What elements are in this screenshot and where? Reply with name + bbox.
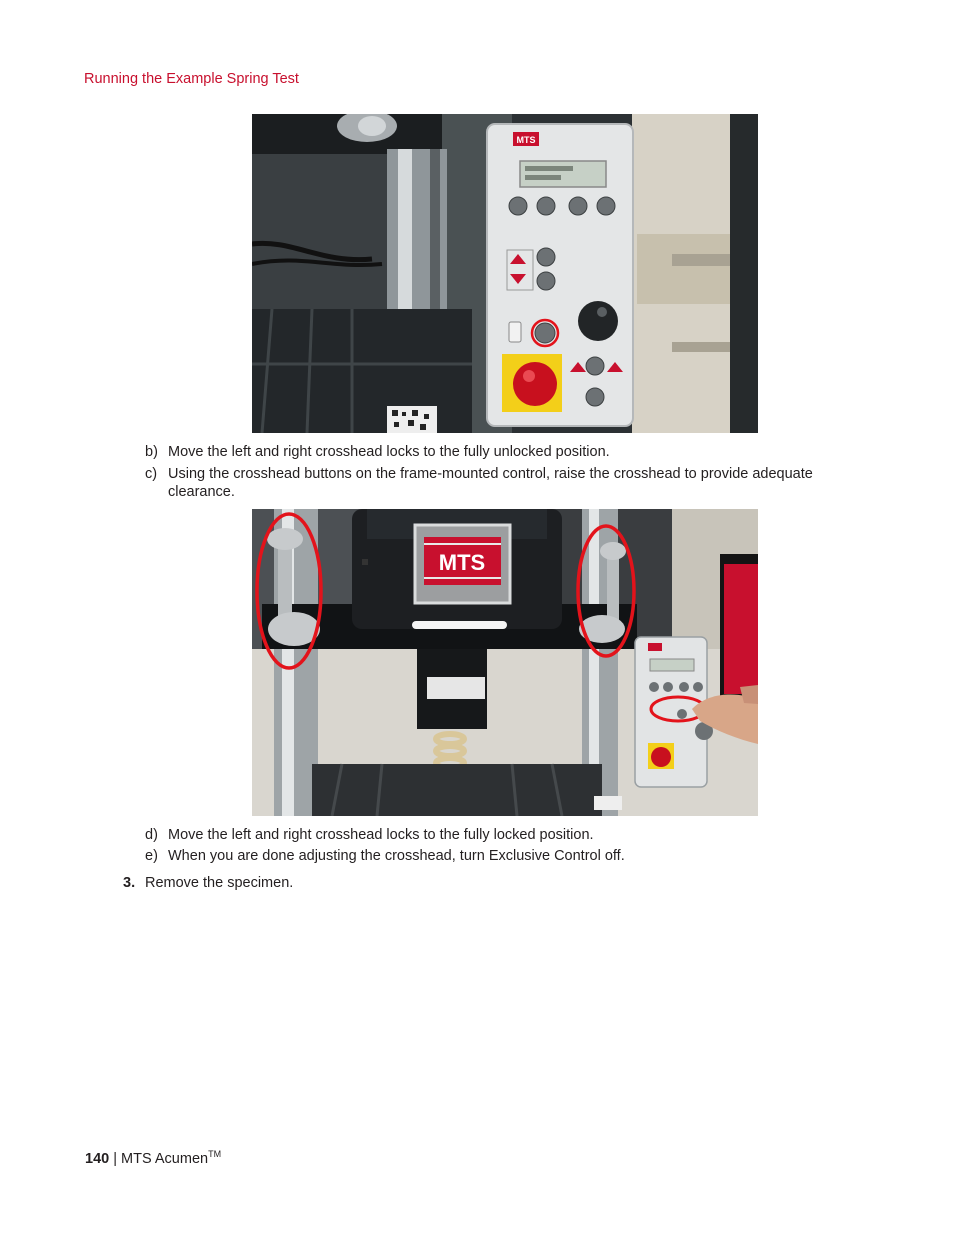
frame-logo: MTS [438,550,486,575]
page-number: 140 [85,1151,110,1167]
product-name: MTS Acumen [121,1151,209,1167]
footer-separator: | [113,1151,118,1167]
trademark-mark: TM [208,1149,222,1159]
crosshead-locks-photo [252,509,758,816]
list-marker: d) [145,827,158,843]
list-text: When you are done adjusting the crosshead, turn Exclusive Control off. [168,848,625,864]
list-text: Move the left and right crosshead locks to the fully unlocked position. [168,444,610,460]
section-header: Running the Example Spring Test [84,71,299,87]
list-marker: b) [145,444,158,460]
numbered-step [123,875,294,891]
list-text: Move the left and right crosshead locks to the fully locked position. [168,827,594,843]
step-number: 3. [123,875,136,891]
step-text: Remove the specimen. [145,875,294,891]
list-marker: c) [145,466,158,482]
list-marker: e) [145,848,158,864]
list-text: Using the crosshead buttons on the frame-mounted control, raise the crosshead to provide adequate clearance. [168,466,813,500]
control-panel-photo [252,114,758,433]
panel-logo: MTS [516,135,536,145]
page-footer [85,1149,221,1167]
